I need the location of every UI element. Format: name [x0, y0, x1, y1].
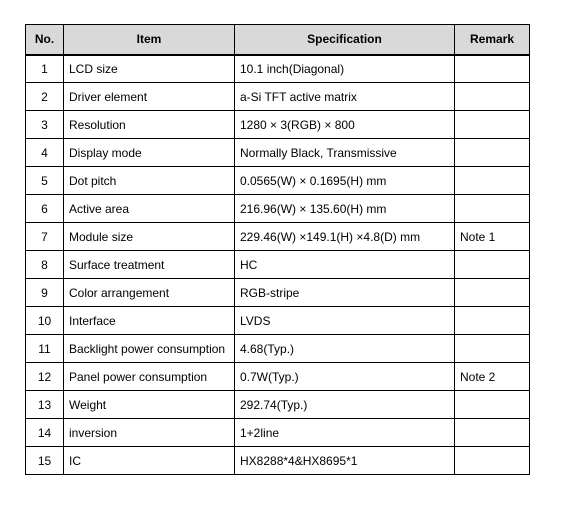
cell-no: 7: [26, 223, 64, 251]
cell-specification: 10.1 inch(Diagonal): [235, 55, 455, 83]
cell-remark: [455, 307, 530, 335]
cell-item: Active area: [64, 195, 235, 223]
cell-item: Backlight power consumption: [64, 335, 235, 363]
cell-remark: [455, 139, 530, 167]
cell-no: 2: [26, 83, 64, 111]
cell-item: Panel power consumption: [64, 363, 235, 391]
header-specification: Specification: [235, 25, 455, 55]
cell-no: 10: [26, 307, 64, 335]
table-row: [26, 167, 530, 195]
cell-specification: Normally Black, Transmissive: [235, 139, 455, 167]
cell-remark: [455, 83, 530, 111]
table-row: [26, 83, 530, 111]
cell-item: Dot pitch: [64, 167, 235, 195]
cell-specification: 1+2line: [235, 419, 455, 447]
cell-no: 1: [26, 55, 64, 83]
cell-remark: [455, 167, 530, 195]
table-row: [26, 363, 530, 391]
cell-specification: 4.68(Typ.): [235, 335, 455, 363]
cell-specification: HC: [235, 251, 455, 279]
cell-item: Resolution: [64, 111, 235, 139]
cell-no: 5: [26, 167, 64, 195]
cell-item: Module size: [64, 223, 235, 251]
table-row: [26, 391, 530, 419]
cell-specification: 1280 × 3(RGB) × 800: [235, 111, 455, 139]
table-row: [26, 195, 530, 223]
cell-remark: [455, 335, 530, 363]
table-row: [26, 447, 530, 475]
cell-item: Driver element: [64, 83, 235, 111]
specification-table: [25, 24, 530, 475]
cell-remark: [455, 55, 530, 83]
cell-item: Weight: [64, 391, 235, 419]
cell-specification: a-Si TFT active matrix: [235, 83, 455, 111]
cell-no: 15: [26, 447, 64, 475]
cell-remark: [455, 447, 530, 475]
cell-item: IC: [64, 447, 235, 475]
cell-remark: [455, 195, 530, 223]
table-body: [26, 55, 530, 475]
cell-remark: [455, 279, 530, 307]
header-no: No.: [26, 25, 64, 55]
cell-specification: RGB-stripe: [235, 279, 455, 307]
cell-item: Surface treatment: [64, 251, 235, 279]
cell-specification: 216.96(W) × 135.60(H) mm: [235, 195, 455, 223]
table-header-row: [26, 25, 530, 55]
cell-no: 12: [26, 363, 64, 391]
header-remark: Remark: [455, 25, 530, 55]
cell-item: Color arrangement: [64, 279, 235, 307]
cell-remark: [455, 419, 530, 447]
table-row: [26, 139, 530, 167]
cell-specification: 229.46(W) ×149.1(H) ×4.8(D) mm: [235, 223, 455, 251]
cell-no: 14: [26, 419, 64, 447]
cell-no: 4: [26, 139, 64, 167]
cell-remark: [455, 251, 530, 279]
cell-no: 13: [26, 391, 64, 419]
cell-no: 8: [26, 251, 64, 279]
table-row: [26, 419, 530, 447]
table-row: [26, 335, 530, 363]
table-row: [26, 111, 530, 139]
header-item: Item: [64, 25, 235, 55]
cell-no: 9: [26, 279, 64, 307]
table-row: [26, 307, 530, 335]
cell-remark: Note 1: [455, 223, 530, 251]
cell-specification: LVDS: [235, 307, 455, 335]
cell-item: Display mode: [64, 139, 235, 167]
cell-specification: HX8288*4&HX8695*1: [235, 447, 455, 475]
table-row: [26, 279, 530, 307]
table-row: [26, 223, 530, 251]
cell-item: LCD size: [64, 55, 235, 83]
cell-no: 3: [26, 111, 64, 139]
cell-item: Interface: [64, 307, 235, 335]
cell-specification: 0.7W(Typ.): [235, 363, 455, 391]
cell-remark: Note 2: [455, 363, 530, 391]
cell-remark: [455, 391, 530, 419]
table-row: [26, 251, 530, 279]
cell-item: inversion: [64, 419, 235, 447]
cell-specification: 0.0565(W) × 0.1695(H) mm: [235, 167, 455, 195]
cell-no: 6: [26, 195, 64, 223]
table-row: [26, 55, 530, 83]
cell-specification: 292.74(Typ.): [235, 391, 455, 419]
cell-remark: [455, 111, 530, 139]
cell-no: 11: [26, 335, 64, 363]
